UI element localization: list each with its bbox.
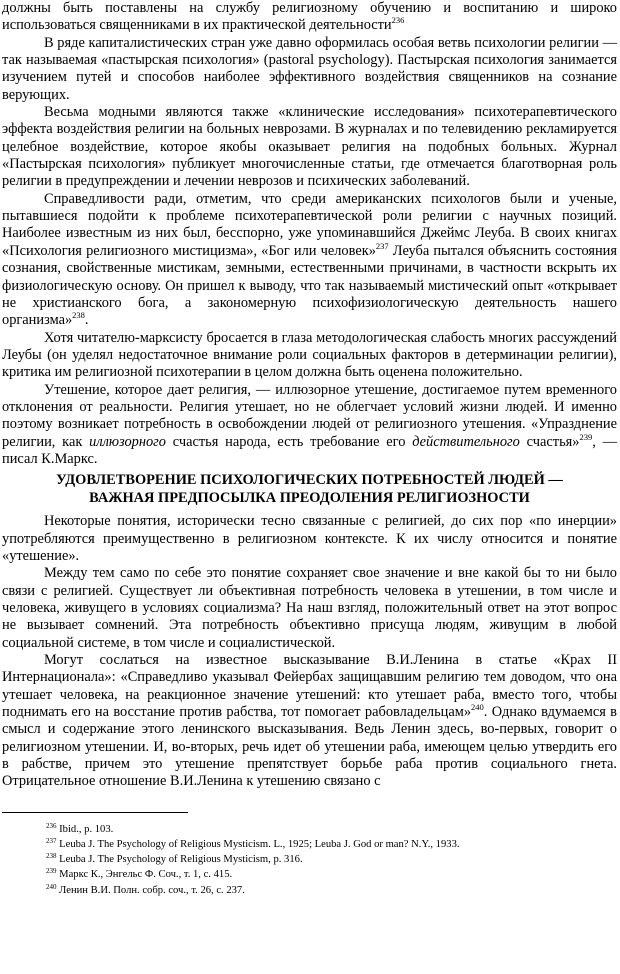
footnote-number: 240: [46, 882, 57, 891]
footnote-number: 236: [46, 821, 57, 830]
paragraph: [2, 330, 617, 382]
footnotes: [2, 822, 617, 898]
paragraph: [2, 0, 617, 35]
footnote-number: 238: [46, 852, 57, 861]
section-heading-line-2: ВАЖНАЯ ПРЕДПОСЫЛКА ПРЕОДОЛЕНИЯ РЕЛИГИОЗНОСТИ: [89, 490, 530, 507]
text-segment: Могут сослаться на известное высказывание В.И.Ленина в статье «Крах II Интернационала»: «Справедливо указывал Фейербах защищавшим религию тем доводом, что она утешает человека, на реакционное значение утешений: кто утешает раба, вместо того, чтобы поднимать его на восстание против рабства, тот помогает рабовладельцам»: [2, 652, 617, 721]
footnote: [2, 852, 617, 867]
paragraph: [2, 104, 617, 191]
body-text-bottom: [2, 513, 617, 791]
footnote: [2, 867, 617, 882]
footnote-number: 239: [46, 867, 57, 876]
paragraph: [2, 652, 617, 791]
footnote: [2, 822, 617, 837]
paragraph: [2, 513, 617, 565]
section-heading: [2, 471, 617, 507]
footnote: [2, 837, 617, 852]
footnote-ref: 237: [375, 240, 389, 251]
text-segment: . Однако вдумаемся в смысл и содержание этого ленинского высказывания. Ведь Ленин здесь, во-первых, говорит о религиозном утешении. И, во-вторых, речь идет об утешении раба, имеющем целью утвердить его в рабстве, причем это утешение препятствует борьбе раба против социального гнета. Отрицательное отношение В.И.Ленина к утешению связано с: [2, 704, 617, 790]
text-segment: В ряде капиталистических стран уже давно оформилась особая ветвь психологии религии — так называемая «пастырская психология» (pastoral psychology). Пастырская психология занимается изучением путей и способов наиболее эффективного воздействия священников на сознание верующих.: [2, 34, 617, 103]
emphasis-text: иллюзорного: [89, 433, 166, 450]
paragraph: [2, 35, 617, 104]
footnote-text: Ленин В.И. Полн. собр. соч., т. 26, с. 237.: [56, 884, 245, 896]
footnote-text: Маркс К., Энгельс Ф. Соч., т. 1, с. 415.: [56, 869, 233, 881]
text-segment: должны быть поставлены на службу религиозному обучению и воспитанию и широко использоваться священниками в их практической деятельности: [2, 0, 617, 34]
text-segment: Хотя читателю-марксисту бросается в глаза методологическая слабость многих рассуждений Леубы (он уделял недостаточное внимание роли социальных факторов в детерминации религии), критика им религиозной психотерапии в целом должна быть оценена положительно.: [2, 329, 617, 381]
footnote: [2, 883, 617, 898]
footnote-text: Ibid., p. 103.: [56, 823, 114, 835]
text-segment: Между тем само по себе это понятие сохраняет свое значение и вне какой бы то ни было связи с религией. Существует ли объективная потребность человека в утешении, в том числе и человека, живущего в условиях социализма? На наш взгляд, положительный ответ на этот вопрос не вызывает сомнений. Эта потребность объективно присуща людям, живущим в любой социальной системе, в том числе и социалистической.: [2, 565, 617, 651]
footnote-ref: 240: [471, 702, 484, 713]
text-segment: Утешение, которое дает религия, — иллюзорное утешение, достигаемое путем временного отклонения от реальности. Религия утешает, но не облегчает условий жизни людей. И именно поэтому возникает потребность в освобождении людей от религиозного утешения. «Упразднение религии, как: [2, 381, 617, 450]
text-segment: Весьма модными являются также «клинические исследования» психотерапевтического эффекта воздействия религии на больных неврозами. В журналах и по телевидению рекламируется целебное воздействие, которое якобы оказывает религия на подобных больных. Журнал «Пастырская психология» публикует многочисленные статьи, где отмечается благотворная роль религии в предупреждении и лечении неврозов и психических заболеваний.: [2, 104, 617, 190]
footnote-ref: 236: [391, 15, 405, 26]
emphasis-text: действительного: [412, 433, 520, 450]
text-segment: счастья»: [519, 433, 580, 450]
footnote-text: Leuba J. The Psychology of Religious Mysticism. L., 1925; Leuba J. God or man? N.Y., 1933.: [56, 838, 460, 850]
text-segment: Леуба пытался объяснить состояния сознания, свойственные мистикам, земными, естественными причинами, в частности вскрыть их физиологическую основу. Он пришел к выводу, что так называемый мистический опыт «открывает не христианского бога, а закономерную психофизиологическую деятельность нашего организма»: [2, 242, 618, 329]
text-segment: Справедливости ради, отметим, что среди американских психологов были и ученые, пытавшиеся подойти к проблеме психотерапевтической роли религии с научных позиций. Наиболее известным из них был, бесспорно, уже упоминавшийся Джеймс Леуба. В своих книгах «Психология религиозного мистицизма», «Бог или человек»: [2, 190, 617, 259]
footnote-ref: 239: [579, 431, 593, 442]
footnote-separator: [2, 812, 188, 813]
text-segment: счастья народа, есть требование его: [165, 433, 413, 450]
text-segment: Некоторые понятия, исторически тесно связанные с религией, до сих пор «по инерции» употребляются преимущественно в религиозном контексте. К их числу относится и понятие «утешение».: [2, 513, 617, 564]
paragraph: [2, 382, 617, 469]
footnote-ref: 238: [72, 310, 85, 321]
paragraph: [2, 191, 617, 330]
paragraph: [2, 565, 617, 652]
text-segment: .: [84, 312, 89, 329]
section-heading-line-1: УДОВЛЕТВОРЕНИЕ ПСИХОЛОГИЧЕСКИХ ПОТРЕБНОСТЕЙ ЛЮДЕЙ —: [56, 472, 563, 489]
body-text-top: [2, 0, 617, 468]
footnote-number: 237: [46, 836, 57, 845]
text-segment: , — писал К.Маркс.: [2, 433, 618, 467]
footnote-text: Leuba J. The Psychology of Religious Mysticism, p. 316.: [56, 854, 303, 866]
